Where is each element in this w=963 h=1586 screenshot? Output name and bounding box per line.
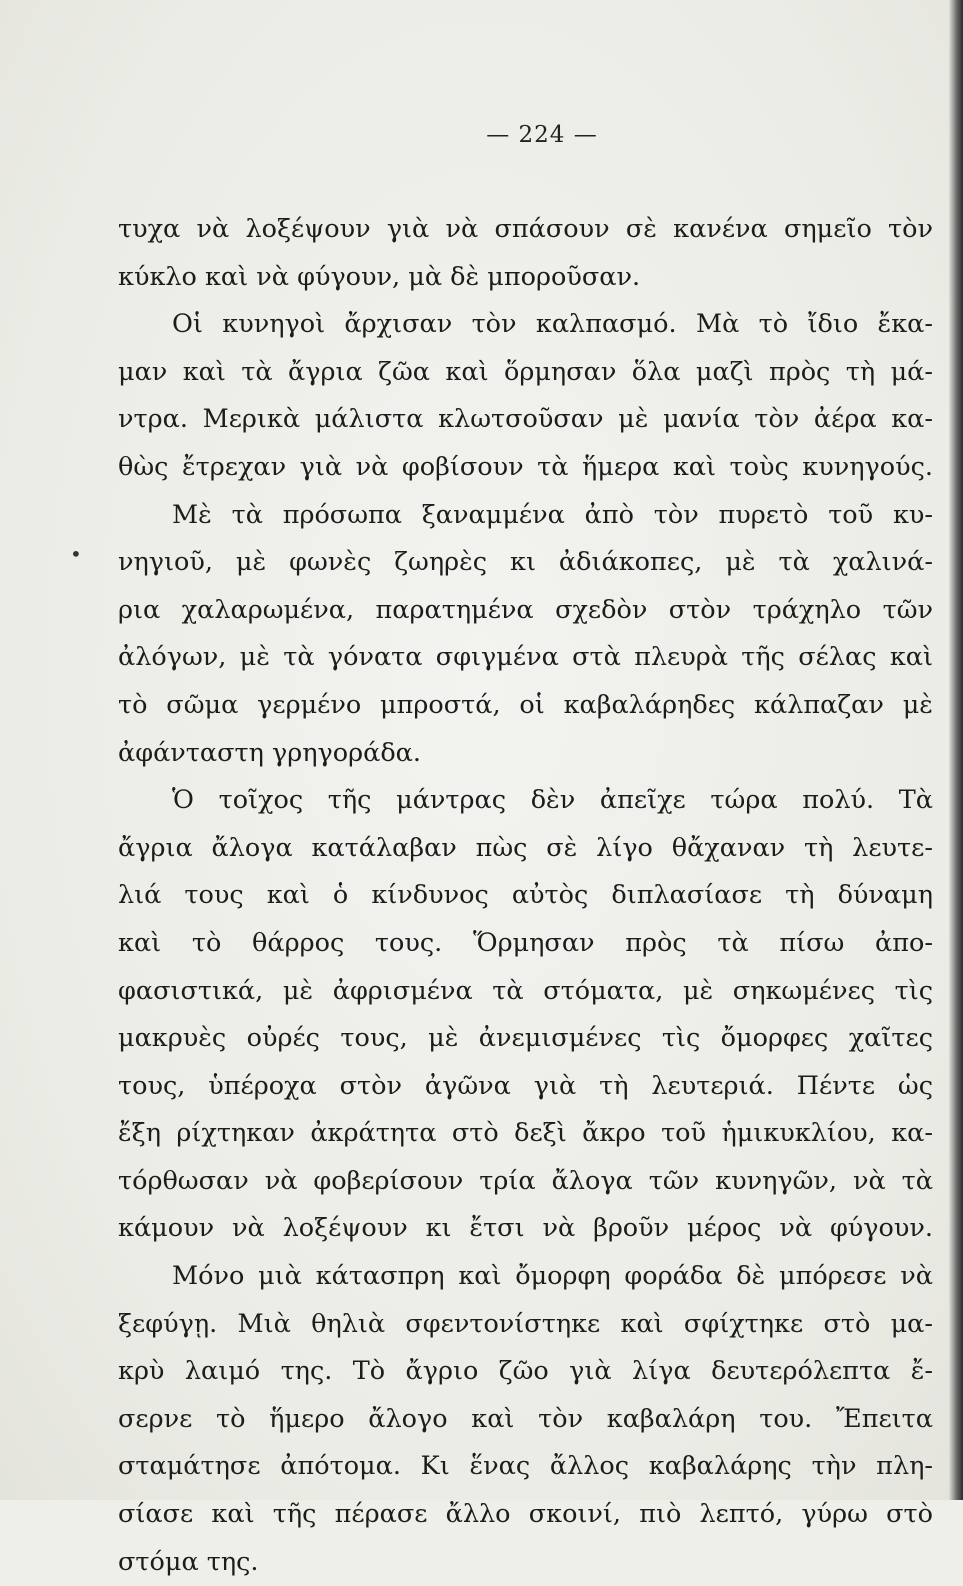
text-line: ξεφύγῃ. Μιὰ θηλιὰ σφεντονίστηκε καὶ σφίχτηκε στὸ μα- — [118, 1308, 933, 1339]
text-line: στόμα της. — [118, 1546, 259, 1577]
text-line: ἀφάνταστη γρηγοράδα. — [118, 737, 422, 768]
text-line: ρια χαλαρωμένα, παρατημένα σχεδὸν στὸν τράχηλο τῶν — [118, 594, 933, 625]
text-line: τόρθωσαν νὰ φοβερίσουν τρία ἄλογα τῶν κυνηγῶν, νὰ τὰ — [118, 1165, 933, 1196]
text-line: λιά τους καὶ ὁ κίνδυνος αὐτὸς διπλασίασε τὴ δύναμη — [118, 880, 933, 911]
body-text — [118, 206, 933, 1586]
text-line: ἄγρια ἄλογα κατάλαβαν πὼς σὲ λίγο θἄχαναν τὴ λευτε- — [118, 832, 933, 863]
text-line: ντρα. Μερικὰ μάλιστα κλωτσοῦσαν μὲ μανία τὸν ἀέρα κα- — [118, 404, 933, 435]
margin-mark: • — [70, 542, 82, 566]
text-line: καὶ τὸ θάρρος τους. Ὅρμησαν πρὸς τὰ πίσω ἀπο- — [118, 927, 933, 958]
text-line: φασιστικά, μὲ ἀφρισμένα τὰ στόματα, μὲ σηκωμένες τὶς — [118, 975, 933, 1006]
text-line: θὼς ἔτρεχαν γιὰ νὰ φοβίσουν τὰ ἥμερα καὶ τοὺς κυνηγούς. — [118, 451, 933, 482]
page-number: — 224 — — [486, 122, 598, 148]
paragraph-first-line: Οἱ κυνηγοὶ ἄρχισαν τὸν καλπασμό. Μὰ τὸ ἴδιο ἔκα- — [172, 309, 933, 340]
text-line: κάμουν νὰ λοξέψουν κι ἔτσι νὰ βροῦν μέρος νὰ φύγουν. — [118, 1213, 933, 1244]
text-line: κύκλο καὶ νὰ φύγουν, μὰ δὲ μποροῦσαν. — [118, 261, 641, 292]
text-line: κρὺ λαιμό της. Τὸ ἄγριο ζῶο γιὰ λίγα δευτερόλεπτα ἔ- — [118, 1356, 933, 1387]
text-line: σερνε τὸ ἥμερο ἄλογο καὶ τὸν καβαλάρη του. Ἔπειτα — [118, 1403, 933, 1434]
paragraph-first-line: Μὲ τὰ πρόσωπα ξαναμμένα ἀπὸ τὸν πυρετὸ τοῦ κυ- — [172, 499, 933, 530]
paragraph-first-line: Ὁ τοῖχος τῆς μάντρας δὲν ἀπεῖχε τώρα πολύ. Τὰ — [172, 785, 933, 816]
text-line: ἀλόγων, μὲ τὰ γόνατα σφιγμένα στὰ πλευρὰ τῆς σέλας καὶ — [118, 642, 933, 673]
text-line: ἔξη ρίχτηκαν ἀκράτητα στὸ δεξὶ ἄκρο τοῦ ἡμικυκλίου, κα- — [118, 1118, 933, 1149]
text-line: σταμάτησε ἀπότομα. Κι ἕνας ἄλλος καβαλάρης τὴν πλη- — [118, 1451, 933, 1482]
text-line: νηγιοῦ, μὲ φωνὲς ζωηρὲς κι ἀδιάκοπες, μὲ τὰ χαλινά- — [118, 547, 933, 578]
text-line: μαν καὶ τὰ ἄγρια ζῶα καὶ ὅρμησαν ὅλα μαζὶ πρὸς τὴ μά- — [118, 356, 933, 387]
text-line: μακρυὲς οὐρές τους, μὲ ἀνεμισμένες τὶς ὄμορφες χαῖτες — [118, 1023, 933, 1054]
page-edge-shadow — [949, 0, 963, 1500]
text-line: τυχα νὰ λοξέψουν γιὰ νὰ σπάσουν σὲ κανένα σημεῖο τὸν — [118, 214, 933, 244]
text-line: σίασε καὶ τῆς πέρασε ἄλλο σκοινί, πιὸ λεπτό, γύρω στὸ — [118, 1499, 933, 1530]
text-line: τους, ὑπέροχα στὸν ἀγῶνα γιὰ τὴ λευτεριά. Πέντε ὡς — [118, 1070, 933, 1101]
paragraph-first-line: Μόνο μιὰ κάτασπρη καὶ ὄμορφη φοράδα δὲ μπόρεσε νὰ — [172, 1261, 933, 1292]
text-line: τὸ σῶμα γερμένο μπροστά, οἱ καβαλάρηδες κάλπαζαν μὲ — [118, 689, 933, 720]
